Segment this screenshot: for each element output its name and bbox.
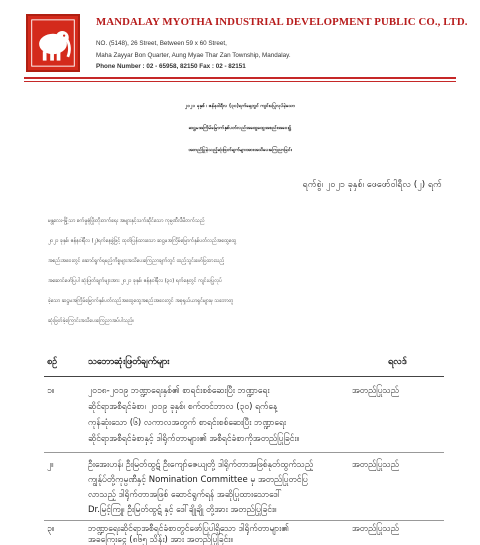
- header-rule-thin: [24, 81, 456, 82]
- letterhead: [0, 0, 480, 88]
- table-row-result: အတည်ပြုသည်: [352, 524, 400, 534]
- address-line-2: Maha Zayyar Bon Quarter, Aung Myae Thar Zan Township, Mandalay.: [96, 52, 291, 59]
- body-paragraph-line: အစည်းအဝေးတွင် ဆောင်ရွက်ရမည့်ကိစ္စများအသိပေးကြေညာချက်တွင် ထည့်သွင်းဖော်ပြထားသည့်: [48, 258, 225, 264]
- header-rule: [24, 77, 456, 79]
- table-row-text: ဆိုင်ရာအစီရင်ခံစာနှင့် ဒါရိုက်တာများ၏ အစီရင်ခံစာကိုအတည်ပြုခြင်း။: [88, 434, 300, 444]
- body-paragraph-line: ၂၀၂၁ ခုနှစ်၊ ဇန်နဝါရီလ (၂)ရက်နေ့စွဲဖြင့် ထုတ်ပြန်ထားသော ဆဋ္ဌမအကြိမ်မြောက်နှစ်ပတ်လည်အထွေထွေ: [48, 238, 237, 244]
- elephant-logo-graphic: [28, 16, 78, 70]
- table-row-text: ဦးအေးဟန်၊ ဦးမြတ်ထွဋ် ဦးကျော်ဇေယျတို့ ဒါရိုက်တာအဖြစ်နုတ်ထွက်သည့်: [88, 460, 314, 470]
- table-header-no: စဉ်: [47, 356, 58, 367]
- table-row-text: ကျွန်ုပ်တို့ကုမ္ပဏီနှင့် Nomination Committee မှ အတည်ပြုတင်ပြ: [88, 475, 308, 485]
- announcement-title-line-3: အတည်ပြုခဲ့သည့်ဆုံးဖြတ်ချက်များအားအသိပေးကြေညာခြင်း: [188, 148, 292, 153]
- body-paragraph-line: ဆုံးဖြတ်ခဲ့ကြောင်းအသိပေးကြေညာအပ်ပါသည်။: [48, 318, 135, 324]
- table-row-text: ဘဏ္ဍာရေးဆိုင်ရာအစီရင်ခံစာတွင်ဖော်ပြပါရှိသော ဒါရိုက်တာများ၏: [88, 524, 289, 534]
- table-row-text: Dr.မြင့်ကြူ၊ ဦးမြတ်ထွဋ် နှင့် ဒေါ်ချိုချို တို့အား အတည်ပြုခြင်း။: [88, 505, 277, 515]
- announcement-title-line-2: ဆဋ္ဌမအကြိမ်မြောက်နှစ်ပတ်လည်အထွေထွေအစည်းအဝေး၌: [188, 126, 292, 131]
- table-row-number: ၁။: [47, 386, 55, 396]
- table-row-number: ၂။: [47, 460, 54, 470]
- table-header-rule: [44, 376, 444, 377]
- table-row-divider: [44, 452, 444, 453]
- body-paragraph-line: မန္တလေး-မြို့သာ စက်မှုဇုံဖြိုးတိုးတက်ရေး အများနှင့်သက်ဆိုင်သော ကုမ္ပဏီလီမိတက်သည်: [48, 218, 205, 224]
- table-row-divider: [44, 520, 444, 521]
- table-row-text: အခကြေးငွေ (၈၆၅ သိန်း) အား အတည်ပြုခြင်း။: [88, 535, 233, 545]
- table-header-decision: သဘောဆုံးဖြတ်ချက်များ: [88, 356, 170, 367]
- address-line-1: NO. (5148), 26 Street, Between 59 x 60 Street,: [96, 40, 227, 47]
- table-row-result: အတည်ပြုသည်: [352, 386, 400, 396]
- table-row-text: လာသည့် ဒါရိုက်တာအဖြစ် ဆောင်ရွက်ရန် အဆိုပြုထားသောဒေါ်: [88, 490, 282, 500]
- phone-fax-line: Phone Number : 02 - 65958, 82150 Fax : 02 - 82151: [96, 63, 246, 70]
- table-row-text: ၂၀၁၈-၂၀၁၉ ဘဏ္ဍာရေးနှစ်၏ စာရင်းစစ်ဆေးပြီး ဘဏ္ဍာရေး: [88, 386, 270, 396]
- table-row-text: ကုန်ဆုံးသော (၆) လကာလအတွက် စာရင်းစစ်ဆေးပြီး ဘဏ္ဍာရေး: [88, 418, 287, 428]
- elephant-logo-icon: [26, 14, 80, 72]
- table-header-result: ရလဒ်: [388, 356, 407, 367]
- body-paragraph-line: အဆောင်ဖော်ပြပါ ဆုံးဖြတ်ချက်များအား ၂၀၂၁ ခုနှစ်၊ ဇန်နဝါရီလ (၃၀) ရက်နေ့တွင် ကျင်းပပြုလုပ်: [48, 278, 222, 284]
- table-row-result: အတည်ပြုသည်: [352, 460, 400, 470]
- table-row-text: ဆိုင်ရာအစီရင်ခံစာ၊ ၂၀၁၉ ခုနှစ်၊ စက်တင်ဘာလ (၃၀) ရက်နေ့: [88, 402, 278, 412]
- company-name: MANDALAY MYOTHA INDUSTRIAL DEVELOPMENT PUBLIC CO., LTD.: [96, 16, 468, 28]
- body-paragraph-line: ခဲ့သော ဆဋ္ဌမအကြိမ်မြောက်နှစ်ပတ်လည်အထွေထွေအစည်းအဝေးတွင် အစုရှယ်ယာရှင်များမှ သဘောတူ: [48, 298, 234, 304]
- table-row-number: ၃။: [47, 524, 55, 534]
- document-date: ရက်စွဲ၊ ၂၀၂၁ ခုနှစ်၊ ဖေဖော်ဝါရီလ (၂) ရက်: [302, 180, 442, 190]
- announcement-title-line-1: ၂၀၂၁ ခုနှစ် ၊ ဇန်နဝါရီလ (၃၀)ရက်နေ့တွင် ကျင်းပပြုလုပ်ခဲ့သော: [185, 104, 295, 109]
